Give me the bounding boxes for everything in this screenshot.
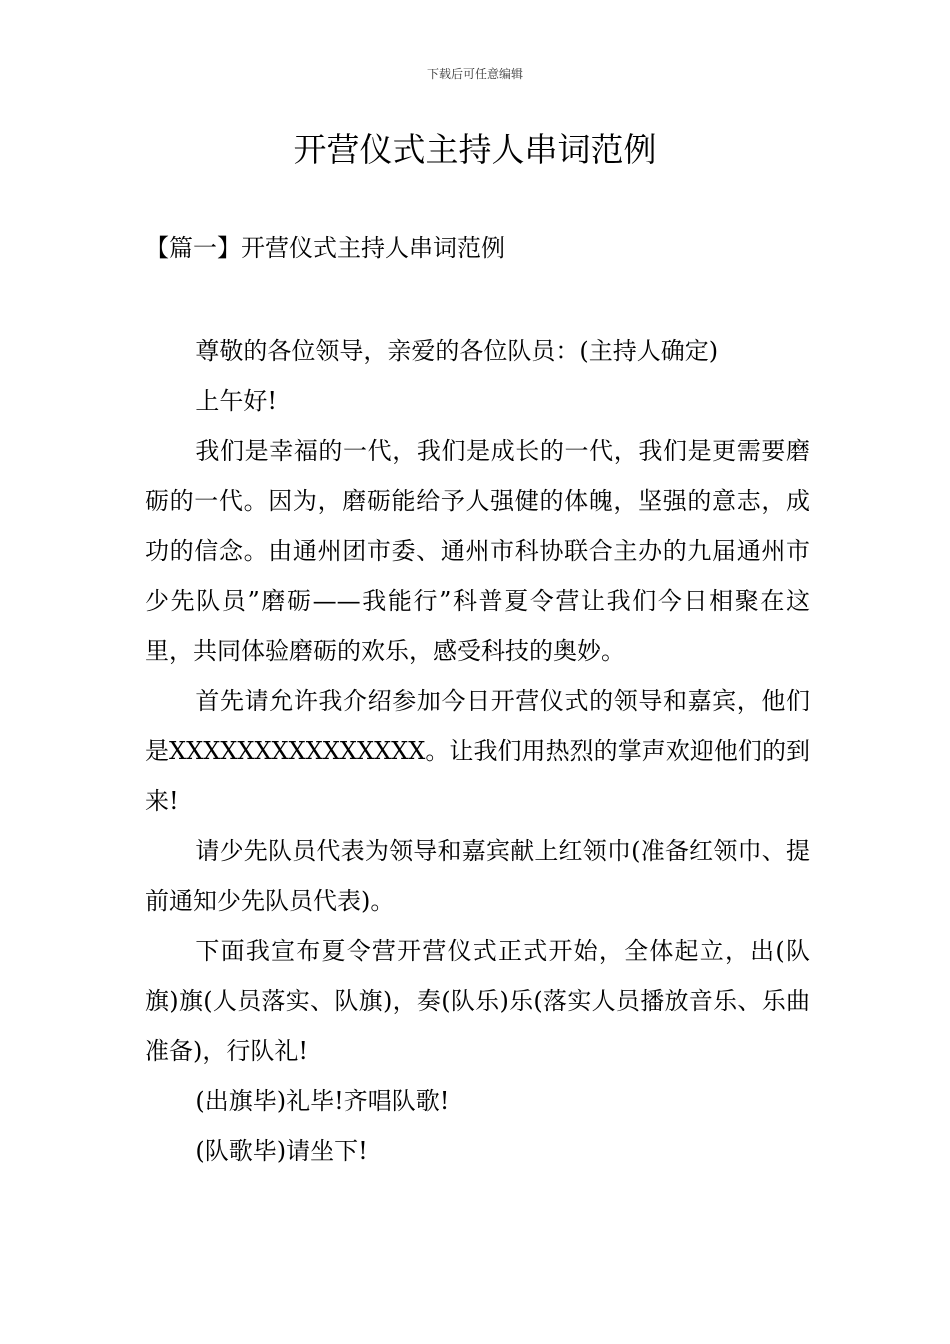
header-note: 下载后可任意编辑	[426, 67, 523, 81]
paragraph-good-morning: 上午好!	[195, 387, 278, 415]
paragraph-salute: (出旗毕)礼毕!齐唱队歌!	[195, 1087, 450, 1115]
paragraph-introduction: 我们是幸福的一代，我们是成长的一代，我们是更需要磨砺的一代。因为，磨砺能给予人强健的体魄，坚强的意志，成功的信念。由通州团市委、通州市科协联合主办的九届通州市少先队员”磨砺——我能行”科普夏令营让我们今日相聚在这里，共同体验磨砺的欢乐，感受科技的奥妙。	[145, 437, 810, 665]
paragraph-guests: 首先请允许我介绍参加今日开营仪式的领导和嘉宾，他们是XXXXXXXXXXXXXXX。让我们用热烈的掌声欢迎他们的到来!	[145, 687, 810, 815]
paragraph-greeting: 尊敬的各位领导，亲爱的各位队员：(主持人确定)	[195, 337, 719, 365]
section-heading: 【篇一】开营仪式主持人串词范例	[145, 234, 505, 262]
paragraph-red-scarf: 请少先队员代表为领导和嘉宾献上红领巾(准备红领巾、提前通知少先队员代表)。	[145, 837, 810, 915]
document-title: 开营仪式主持人串词范例	[293, 130, 657, 169]
paragraph-sit-down: (队歌毕)请坐下!	[195, 1137, 368, 1165]
paragraph-ceremony-start: 下面我宣布夏令营开营仪式正式开始，全体起立，出(队旗)旗(人员落实、队旗)，奏(队乐)乐(落实人员播放音乐、乐曲准备)，行队礼!	[145, 937, 810, 1065]
document-body	[145, 326, 810, 1176]
